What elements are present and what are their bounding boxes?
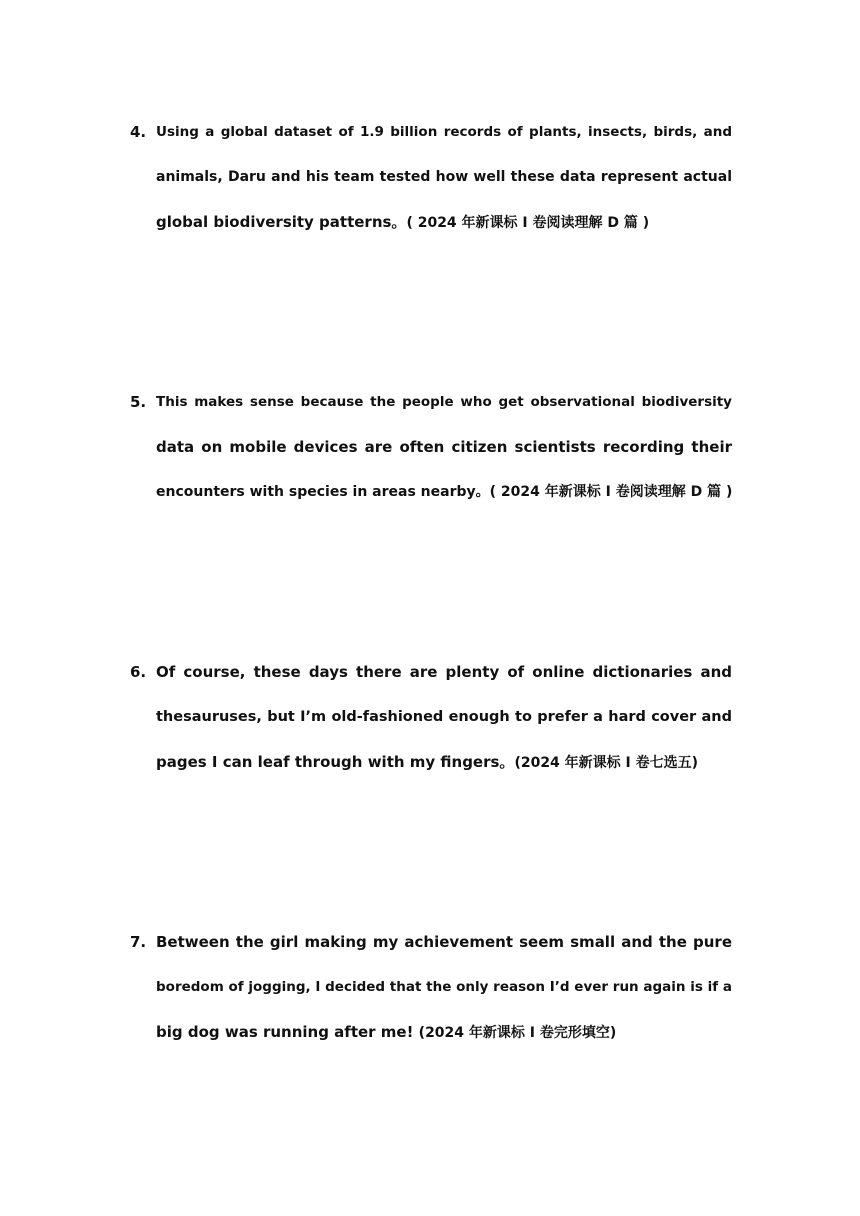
sentence-line-text: global biodiversity patterns。 (156, 213, 407, 231)
source-citation: (2024 年新课标 I 卷完形填空) (418, 1025, 617, 1041)
sentence-text (156, 920, 732, 1055)
sentence-line: Using a global dataset of 1.9 billion records of plants, insects, birds, and (156, 124, 732, 140)
sentence-last-line (156, 470, 732, 515)
sentence-last-line (156, 1010, 732, 1055)
sentence-text (156, 110, 732, 245)
item-number: 5. (130, 393, 147, 411)
item-number: 4. (130, 123, 147, 141)
sentence-item-6 (130, 650, 732, 785)
sentence-line: thesauruses, but I’m old-fashioned enough to prefer a hard cover and (156, 709, 732, 725)
source-citation: ( 2024 年新课标 I 卷阅读理解 D 篇 ) (489, 484, 732, 500)
sentence-line: This makes sense because the people who get observational biodiversity (156, 394, 732, 410)
sentence-item-4 (130, 110, 732, 245)
item-number: 6. (130, 663, 147, 681)
sentence-text (156, 650, 732, 785)
sentence-line: Of course, these days there are plenty of online dictionaries and (156, 663, 732, 681)
source-citation: ( 2024 年新课标 I 卷阅读理解 D 篇 ) (406, 215, 650, 231)
sentence-line: Between the girl making my achievement seem small and the pure (156, 933, 732, 951)
sentence-last-line (156, 740, 732, 785)
source-citation: (2024 年新课标 I 卷七选五) (514, 755, 699, 771)
sentence-line-text: pages I can leaf through with my fingers。 (156, 753, 515, 771)
sentence-text (156, 380, 732, 515)
sentence-line: boredom of jogging, I decided that the only reason I’d ever run again is if a (156, 979, 732, 995)
sentence-item-7 (130, 920, 732, 1055)
sentence-last-line (156, 200, 732, 245)
sentence-item-5 (130, 380, 732, 515)
sentence-line: animals, Daru and his team tested how well these data represent actual (156, 169, 732, 185)
sentence-line-text: big dog was running after me! (156, 1023, 419, 1041)
item-number: 7. (130, 933, 147, 951)
sentence-line-text: encounters with species in areas nearby。 (156, 484, 490, 500)
sentence-line: data on mobile devices are often citizen scientists recording their (156, 438, 732, 456)
